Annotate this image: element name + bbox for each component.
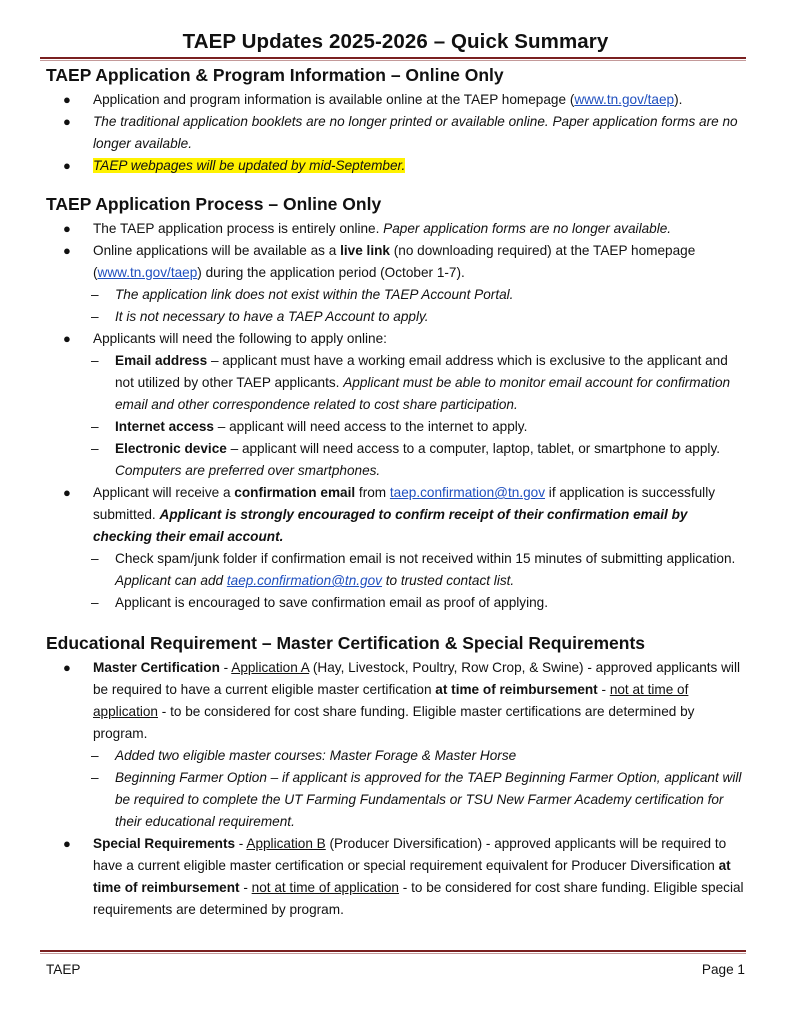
list-item: ● The TAEP application process is entirely online. Paper application forms are no longer available. <box>46 218 746 240</box>
bullet-icon: ● <box>63 221 71 236</box>
highlighted-note: TAEP webpages will be updated by mid-September. <box>93 158 406 173</box>
list-item: ● Online applications will be available as a live link (no downloading required) at the TAEP homepage (www.tn.gov/taep) during the application period (October 1-7). – The application link does not exist within the TAEP Account Portal. – It is not necessary to have a TAEP Account to apply. <box>46 240 746 328</box>
list-item: ● Applicant will receive a confirmation email from taep.confirmation@tn.gov if application is successfully submitted. Applicant is strongly encouraged to confirm receipt of their confirmation email by checking their email account. – Check spam/junk folder if confirmation email is not received within 15 minutes of submitting application. Applicant can add taep.confirmation@tn.gov to trusted contact list. – Applicant is encouraged to save confirmation email as proof of applying. <box>46 482 746 614</box>
sub-list-item: – Applicant is encouraged to save confirmation email as proof of applying. <box>91 595 548 610</box>
section-educational-requirement <box>46 632 746 921</box>
bullet-icon: ● <box>63 243 71 258</box>
confirmation-email-link[interactable]: taep.confirmation@tn.gov <box>226 573 382 588</box>
bullet-icon: ● <box>63 660 71 675</box>
list-item: ● Application and program information is available online at the TAEP homepage (www.tn.gov/taep). <box>46 89 746 111</box>
list-item <box>46 155 746 177</box>
bullet-list <box>46 657 746 921</box>
title-divider <box>40 57 746 61</box>
bullet-list <box>46 89 746 177</box>
section-heading: TAEP Application & Program Information – Online Only <box>46 65 504 85</box>
list-item: ● Master Certification - Application A (Hay, Livestock, Poultry, Row Crop, & Swine) - approved applicants will be required to have a current eligible master certification at time of reimbursement - not at time of application - to be considered for cost share funding. Eligible master certifications are determined by program. – Added two eligible master courses: Master Forage & Master Horse – Beginning Farmer Option – if applicant is approved for the TAEP Beginning Farmer Option, applicant will be required to complete the UT Farming Fundamentals or TSU New Farmer Academy certification for their educational requirement. <box>46 657 746 833</box>
bullet-icon: ● <box>63 331 71 346</box>
footer-left: TAEP <box>46 962 81 977</box>
bullet-icon: ● <box>63 836 71 851</box>
sub-list <box>93 548 746 614</box>
section-program-information <box>46 64 746 177</box>
sub-list-item: – Check spam/junk folder if confirmation email is not received within 15 minutes of submitting application. Applicant can add taep.confirmation@tn.gov to trusted contact list. <box>91 551 736 588</box>
bullet-list <box>46 218 746 614</box>
sub-list-item: – Added two eligible master courses: Master Forage & Master Horse <box>91 748 517 763</box>
bullet-icon: ● <box>63 92 71 107</box>
list-item: ● Special Requirements - Application B (Producer Diversification) - approved applicants will be required to have a current eligible master certification or special requirement equivalent for Producer Diversification at time of reimbursement - not at time of application - to be considered for cost share funding. Eligible special requirements are determined by program. <box>46 833 746 921</box>
footer-divider <box>40 950 746 954</box>
bullet-icon: ● <box>63 114 71 129</box>
bullet-icon: ● <box>63 158 71 173</box>
page-title: TAEP Updates 2025-2026 – Quick Summary <box>182 30 609 53</box>
page-number: Page 1 <box>701 962 745 977</box>
list-item: ● The traditional application booklets are no longer printed or available online. Paper application forms are no longer available. <box>46 111 746 155</box>
sub-list <box>93 284 746 328</box>
bullet-icon: ● <box>63 485 71 500</box>
confirmation-email-link[interactable]: taep.confirmation@tn.gov <box>389 485 546 500</box>
sub-list-item: – Email address – applicant must have a working email address which is exclusive to the applicant and not utilized by other TAEP applicants. Applicant must be able to monitor email account for confirmation email and other correspondence related to cost share participation. <box>91 353 731 412</box>
sub-list-item: – The application link does not exist within the TAEP Account Portal. <box>91 287 514 302</box>
section-application-process <box>46 193 746 614</box>
page-content <box>46 64 746 933</box>
section-heading: Educational Requirement – Master Certification & Special Requirements <box>46 633 646 653</box>
taep-homepage-link[interactable]: www.tn.gov/taep <box>97 265 198 280</box>
taep-homepage-link[interactable]: www.tn.gov/taep <box>574 92 675 107</box>
sub-list-item: – Electronic device – applicant will need access to a computer, laptop, tablet, or smartphone to apply. Computers are preferred over smartphones. <box>91 441 721 478</box>
sub-list <box>93 745 746 833</box>
sub-list-item: – It is not necessary to have a TAEP Account to apply. <box>91 309 429 324</box>
list-item: ● Applicants will need the following to apply online: – Email address – applicant must have a working email address which is exclusive to the applicant and not utilized by other TAEP applicants. Applicant must be able to monitor email account for confirmation email and other correspondence related to cost share participation. – Internet access – applicant will need access to the internet to apply. – Electronic device – applicant will need access to a computer, laptop, tablet, or smartphone to apply. Computers are preferred over smartphones. <box>46 328 746 482</box>
sub-list <box>93 350 746 482</box>
sub-list-item: – Internet access – applicant will need access to the internet to apply. <box>91 419 528 434</box>
sub-list-item: – Beginning Farmer Option – if applicant is approved for the TAEP Beginning Farmer Option, applicant will be required to complete the UT Farming Fundamentals or TSU New Farmer Academy certification for their educational requirement. <box>91 770 742 829</box>
section-heading: TAEP Application Process – Online Only <box>46 194 382 214</box>
